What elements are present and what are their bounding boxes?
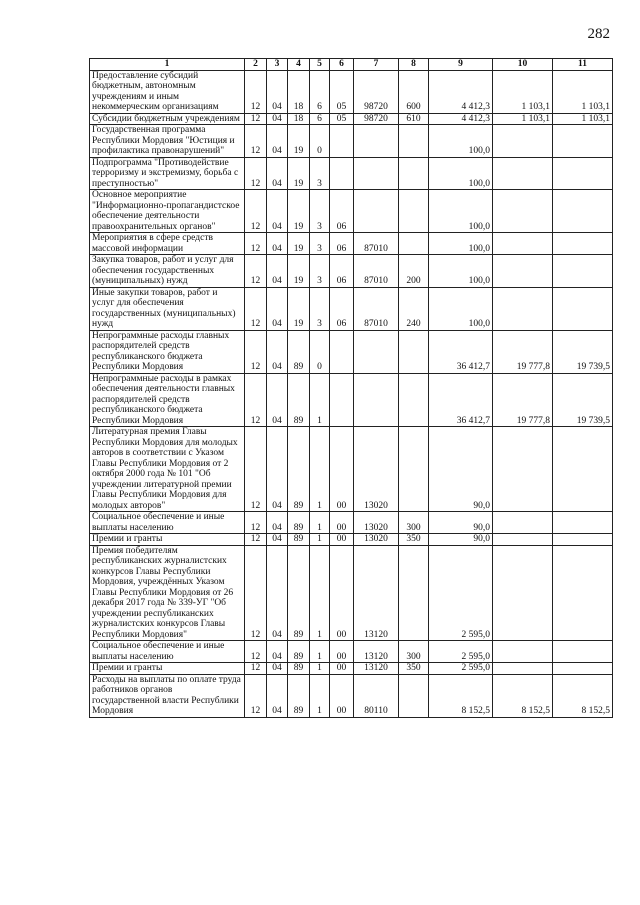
amount-cell [553,125,613,158]
code-cell: 13020 [354,512,399,534]
column-header: 4 [288,59,310,71]
code-cell: 89 [288,641,310,663]
code-cell [399,233,429,255]
code-cell: 19 [288,255,310,288]
code-cell [354,125,399,158]
code-cell: 04 [267,287,288,330]
code-cell: 87010 [354,233,399,255]
amount-cell [493,190,553,233]
code-cell: 12 [245,534,267,546]
table-row [90,70,613,113]
code-cell: 0 [310,125,330,158]
amount-cell [553,641,613,663]
code-cell: 12 [245,512,267,534]
code-cell: 200 [399,255,429,288]
code-cell: 80110 [354,674,399,717]
code-cell: 1 [310,663,330,675]
code-cell: 12 [245,125,267,158]
amount-cell: 1 103,1 [553,70,613,113]
amount-cell [553,233,613,255]
amount-cell [553,427,613,512]
amount-cell: 4 412,3 [429,113,493,125]
code-cell: 1 [310,373,330,427]
code-cell: 06 [330,233,354,255]
code-cell: 00 [330,663,354,675]
code-cell: 350 [399,663,429,675]
code-cell: 3 [310,157,330,190]
code-cell: 13120 [354,663,399,675]
code-cell: 98720 [354,70,399,113]
amount-cell [493,287,553,330]
amount-cell [553,545,613,641]
expense-name-cell: Предоставление субсидий бюджетным, автономным учреждениям и иным некоммерческим организациям [90,70,245,113]
expense-name-cell: Непрограммные расходы в рамках обеспечения деятельности главных распорядителей средств республиканского бюджета Республики Мордовия [90,373,245,427]
code-cell: 13020 [354,427,399,512]
code-cell: 04 [267,190,288,233]
code-cell: 350 [399,534,429,546]
amount-cell [493,534,553,546]
code-cell: 87010 [354,255,399,288]
code-cell: 610 [399,113,429,125]
page-number: 282 [587,26,610,42]
amount-cell [493,545,553,641]
code-cell: 89 [288,663,310,675]
table-body [90,70,613,717]
code-cell: 04 [267,330,288,373]
code-cell: 240 [399,287,429,330]
table-row [90,113,613,125]
amount-cell: 100,0 [429,190,493,233]
amount-cell: 19 777,8 [493,373,553,427]
table-row [90,190,613,233]
code-cell: 04 [267,373,288,427]
table-row [90,287,613,330]
code-cell: 1 [310,641,330,663]
code-cell: 12 [245,427,267,512]
code-cell: 04 [267,113,288,125]
amount-cell: 100,0 [429,255,493,288]
code-cell: 98720 [354,113,399,125]
code-cell: 12 [245,330,267,373]
column-header: 6 [330,59,354,71]
amount-cell [553,190,613,233]
amount-cell: 4 412,3 [429,70,493,113]
amount-cell [493,255,553,288]
expense-name-cell: Расходы на выплаты по оплате труда работников органов государственной власти Республики Мордовия [90,674,245,717]
table-row [90,233,613,255]
amount-cell: 19 739,5 [553,330,613,373]
expense-name-cell: Премии и гранты [90,534,245,546]
code-cell: 89 [288,373,310,427]
code-cell [399,674,429,717]
code-cell: 04 [267,157,288,190]
amount-cell [553,512,613,534]
code-cell [354,330,399,373]
code-cell: 89 [288,674,310,717]
amount-cell [493,157,553,190]
table-row [90,125,613,158]
code-cell [399,157,429,190]
code-cell: 3 [310,190,330,233]
amount-cell [493,125,553,158]
expense-name-cell: Государственная программа Республики Мордовия "Юстиция и профилактика правонарушений" [90,125,245,158]
expense-name-cell: Премии и гранты [90,663,245,675]
code-cell: 04 [267,255,288,288]
code-cell: 13120 [354,545,399,641]
expense-name-cell: Непрограммные расходы главных распорядителей средств республиканского бюджета Республики Мордовия [90,330,245,373]
expense-name-cell: Литературная премия Главы Республики Мордовия для молодых авторов в соответствии с Указом Главы Республики Мордовия от 2 октября 2000 года № 101 "Об учреждении литературной премии Главы Республики Мордовия для молодых авторов" [90,427,245,512]
code-cell: 12 [245,113,267,125]
code-cell: 06 [330,255,354,288]
amount-cell [553,534,613,546]
code-cell [330,373,354,427]
column-header: 11 [553,59,613,71]
column-header: 9 [429,59,493,71]
amount-cell: 8 152,5 [553,674,613,717]
code-cell [399,427,429,512]
code-cell: 12 [245,287,267,330]
column-header: 5 [310,59,330,71]
amount-cell [493,663,553,675]
amount-cell [553,157,613,190]
amount-cell [493,427,553,512]
code-cell: 00 [330,534,354,546]
code-cell: 1 [310,545,330,641]
column-header: 3 [267,59,288,71]
code-cell: 19 [288,157,310,190]
table-row [90,373,613,427]
code-cell: 04 [267,674,288,717]
amount-cell: 8 152,5 [493,674,553,717]
code-cell: 0 [310,330,330,373]
budget-table [89,58,613,718]
code-cell: 3 [310,287,330,330]
amount-cell: 100,0 [429,157,493,190]
code-cell: 13020 [354,534,399,546]
table-row [90,157,613,190]
code-cell: 12 [245,674,267,717]
amount-cell [553,287,613,330]
code-cell: 89 [288,427,310,512]
code-cell: 04 [267,641,288,663]
expense-name-cell: Основное мероприятие "Информационно-пропагандистское обеспечение деятельности правоохранительных органов" [90,190,245,233]
code-cell: 04 [267,427,288,512]
table-row [90,641,613,663]
expense-name-cell: Подпрограмма "Противодействие терроризму и экстремизму, борьба с преступностью" [90,157,245,190]
code-cell: 18 [288,70,310,113]
code-cell: 13120 [354,641,399,663]
column-header: 8 [399,59,429,71]
code-cell: 1 [310,512,330,534]
code-cell: 1 [310,427,330,512]
code-cell: 300 [399,641,429,663]
amount-cell: 19 739,5 [553,373,613,427]
code-cell: 04 [267,233,288,255]
expense-name-cell: Социальное обеспечение и иные выплаты населению [90,641,245,663]
code-cell: 89 [288,545,310,641]
table-row [90,427,613,512]
code-cell: 04 [267,663,288,675]
expense-name-cell: Иные закупки товаров, работ и услуг для обеспечения государственных (муниципальных) нужд [90,287,245,330]
amount-cell: 100,0 [429,125,493,158]
code-cell: 6 [310,113,330,125]
code-cell [330,157,354,190]
code-cell [354,190,399,233]
amount-cell [553,255,613,288]
header-row [90,59,613,71]
amount-cell: 1 103,1 [553,113,613,125]
table-row [90,545,613,641]
code-cell: 1 [310,534,330,546]
code-cell: 89 [288,534,310,546]
column-header: 1 [90,59,245,71]
code-cell: 12 [245,157,267,190]
code-cell: 12 [245,373,267,427]
code-cell: 19 [288,287,310,330]
code-cell: 87010 [354,287,399,330]
code-cell: 05 [330,70,354,113]
code-cell: 3 [310,233,330,255]
column-header: 10 [493,59,553,71]
amount-cell: 2 595,0 [429,641,493,663]
expense-name-cell: Премия победителям республиканских журналистских конкурсов Главы Республики Мордовия, учреждённых Указом Главы Республики Мордовия от 26 декабря 2017 года № 339-УГ "Об учреждении республиканских журналистских конкурсов Главы Республики Мордовия" [90,545,245,641]
amount-cell [493,512,553,534]
expense-name-cell: Закупка товаров, работ и услуг для обеспечения государственных (муниципальных) нужд [90,255,245,288]
amount-cell: 8 152,5 [429,674,493,717]
amount-cell: 90,0 [429,427,493,512]
code-cell [399,545,429,641]
code-cell: 19 [288,233,310,255]
code-cell: 1 [310,674,330,717]
code-cell: 04 [267,545,288,641]
code-cell: 12 [245,641,267,663]
code-cell: 00 [330,641,354,663]
code-cell [399,373,429,427]
amount-cell: 100,0 [429,233,493,255]
column-header: 7 [354,59,399,71]
code-cell: 04 [267,512,288,534]
code-cell: 19 [288,190,310,233]
code-cell: 6 [310,70,330,113]
table-row [90,330,613,373]
code-cell: 05 [330,113,354,125]
amount-cell [493,233,553,255]
code-cell: 89 [288,330,310,373]
code-cell [354,373,399,427]
code-cell: 3 [310,255,330,288]
code-cell: 12 [245,255,267,288]
code-cell: 00 [330,674,354,717]
code-cell: 00 [330,512,354,534]
amount-cell: 100,0 [429,287,493,330]
code-cell: 12 [245,233,267,255]
code-cell: 18 [288,113,310,125]
amount-cell: 19 777,8 [493,330,553,373]
table-row [90,534,613,546]
code-cell: 04 [267,70,288,113]
code-cell: 600 [399,70,429,113]
code-cell: 04 [267,125,288,158]
amount-cell [553,663,613,675]
code-cell: 00 [330,545,354,641]
code-cell: 89 [288,512,310,534]
table-row [90,674,613,717]
code-cell: 300 [399,512,429,534]
table-row [90,663,613,675]
amount-cell: 2 595,0 [429,545,493,641]
table-row [90,512,613,534]
code-cell: 06 [330,287,354,330]
code-cell: 12 [245,190,267,233]
code-cell [354,157,399,190]
amount-cell: 36 412,7 [429,330,493,373]
code-cell: 12 [245,70,267,113]
code-cell [399,190,429,233]
table-row [90,255,613,288]
amount-cell: 1 103,1 [493,113,553,125]
amount-cell: 90,0 [429,512,493,534]
amount-cell: 90,0 [429,534,493,546]
code-cell: 06 [330,190,354,233]
amount-cell: 1 103,1 [493,70,553,113]
code-cell [330,330,354,373]
amount-cell [493,641,553,663]
amount-cell: 36 412,7 [429,373,493,427]
code-cell: 04 [267,534,288,546]
code-cell [330,125,354,158]
code-cell [399,330,429,373]
amount-cell: 2 595,0 [429,663,493,675]
code-cell [399,125,429,158]
code-cell: 19 [288,125,310,158]
expense-name-cell: Субсидии бюджетным учреждениям [90,113,245,125]
code-cell: 12 [245,663,267,675]
expense-name-cell: Мероприятия в сфере средств массовой информации [90,233,245,255]
expense-name-cell: Социальное обеспечение и иные выплаты населению [90,512,245,534]
column-header: 2 [245,59,267,71]
code-cell: 00 [330,427,354,512]
code-cell: 12 [245,545,267,641]
